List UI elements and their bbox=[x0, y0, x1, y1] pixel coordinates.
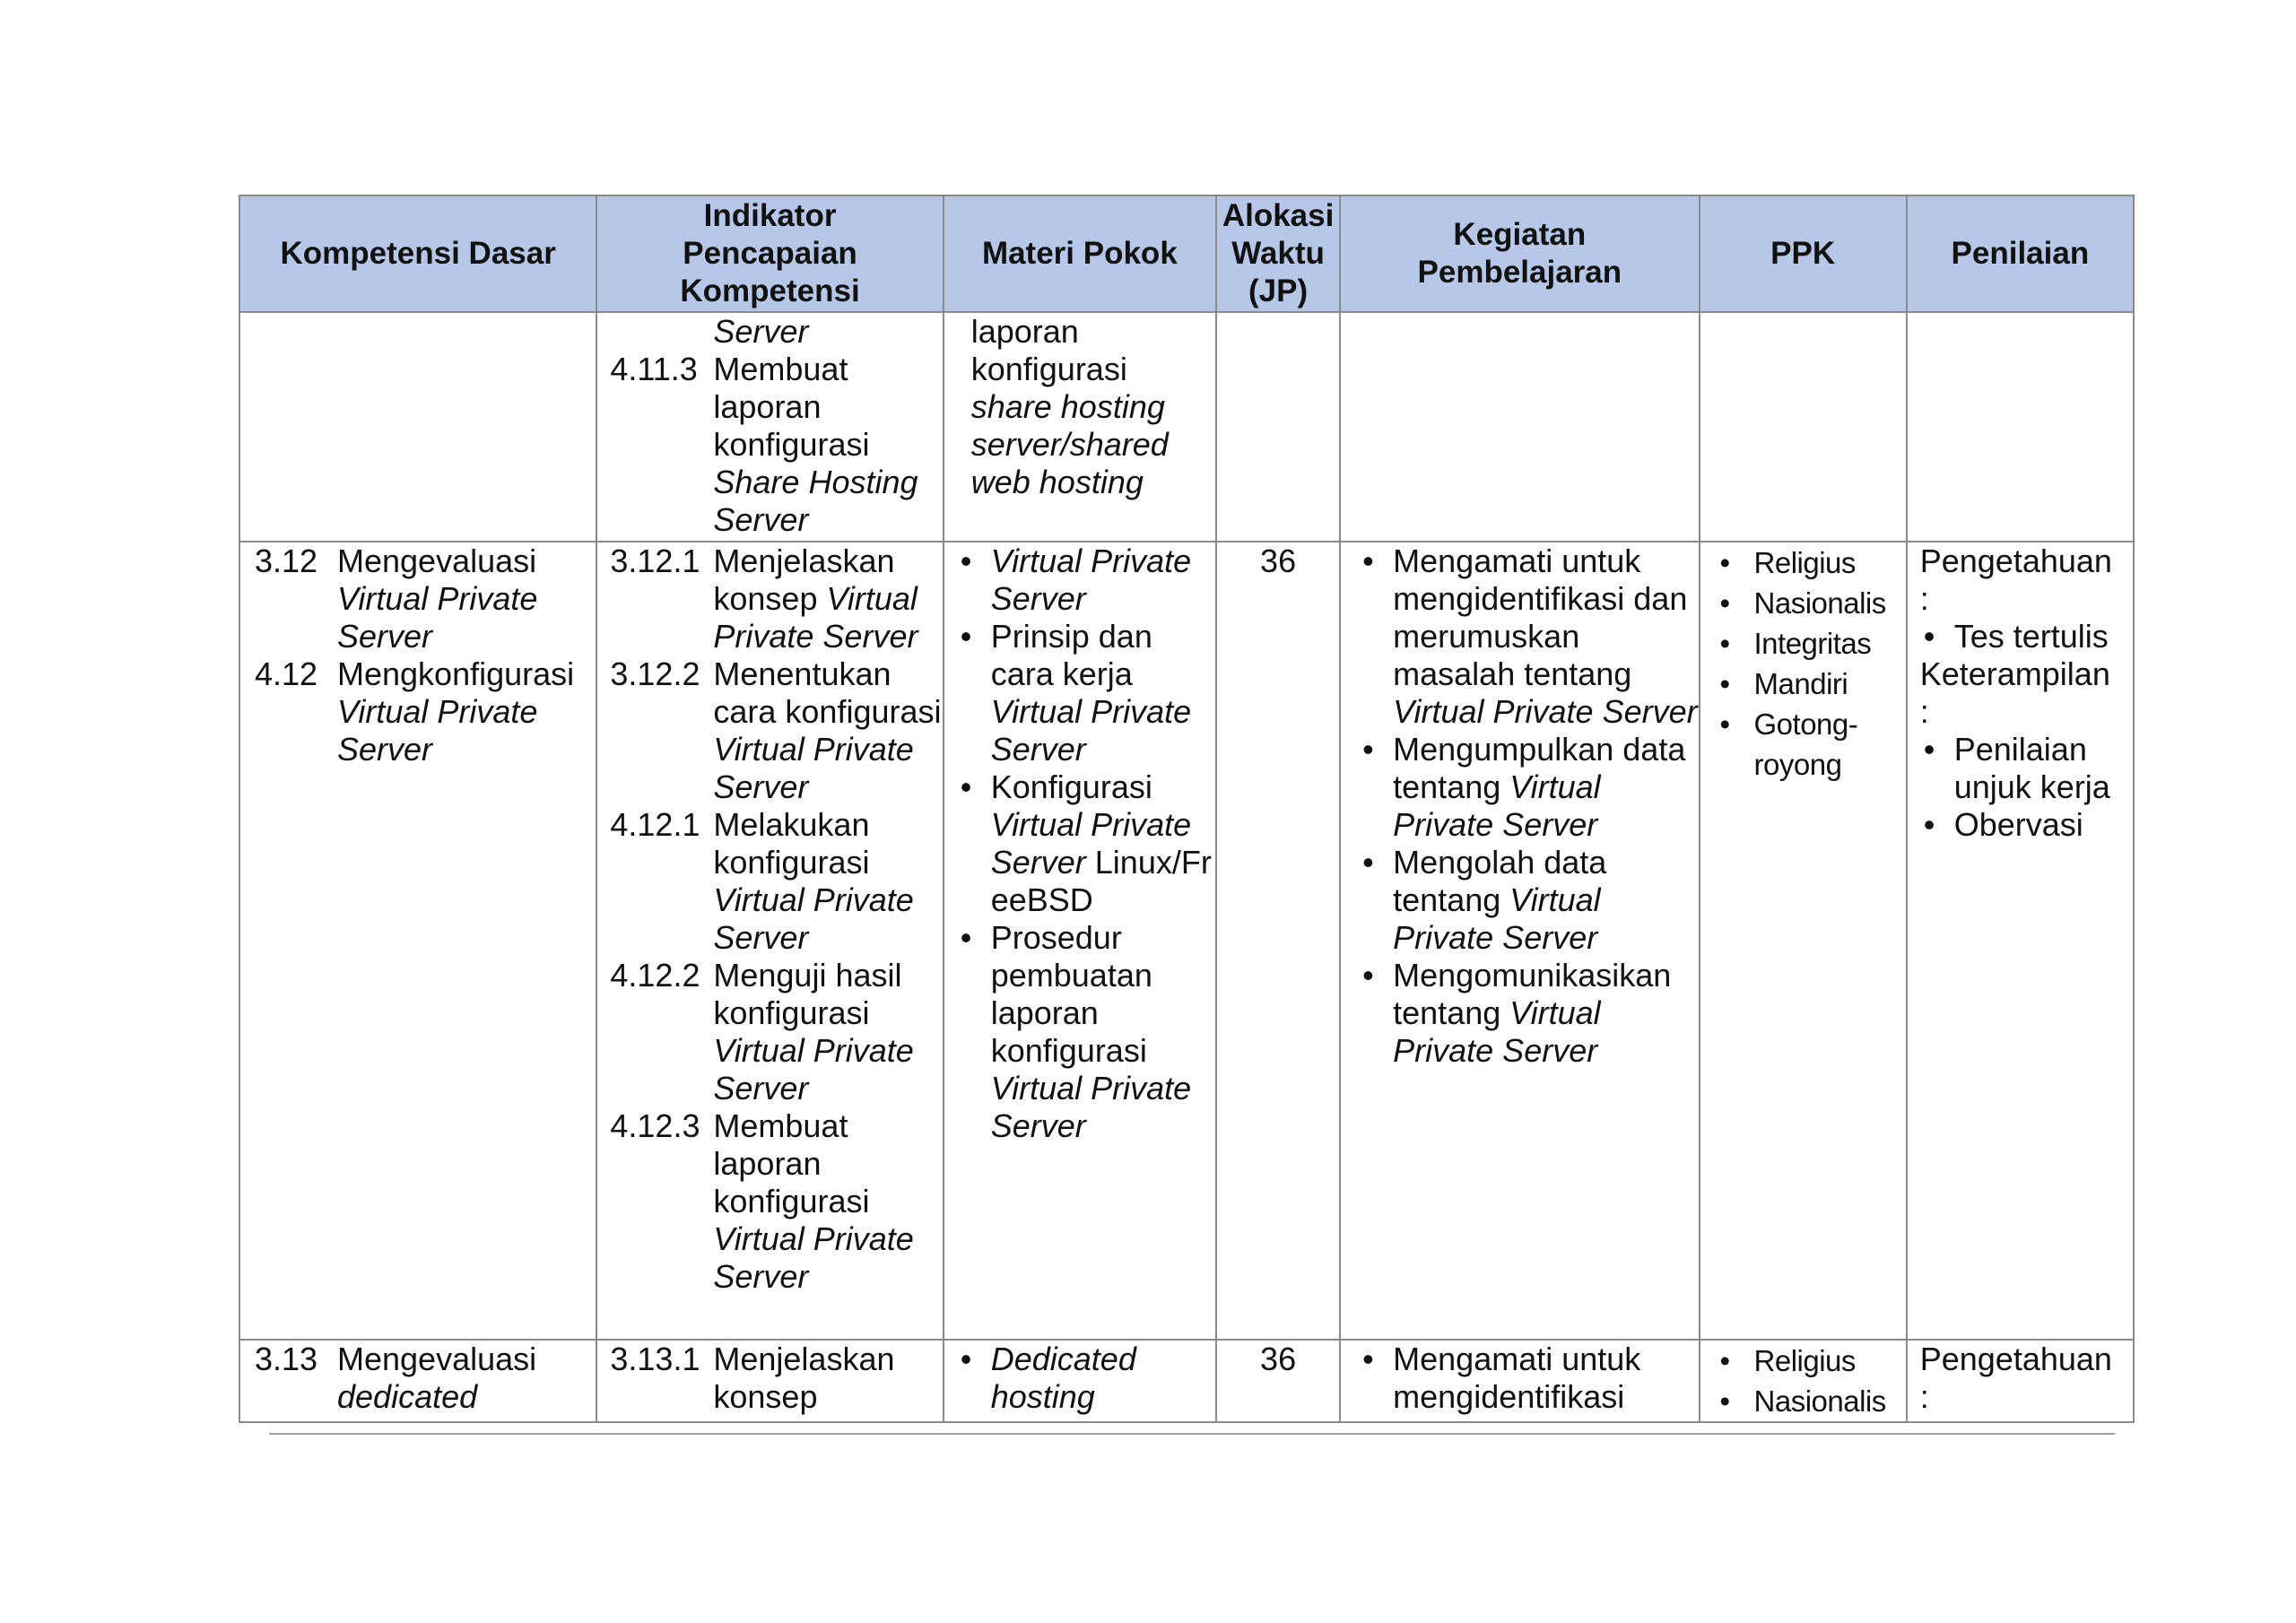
cell-kompetensi-dasar bbox=[239, 312, 596, 542]
cell-penilaian: Pengetahuan : • Tes tertulis Keterampilan : • Penilaian unjuk kerja • Obervasi bbox=[1907, 542, 2134, 1340]
cell-ppk bbox=[1700, 312, 1907, 542]
cell-kompetensi-dasar: 3.12 Mengevaluasi Virtual Private Server 4.12 Mengkonfigurasi Virtual Private Server bbox=[239, 542, 596, 1340]
ppk-item: • Religius bbox=[1717, 1341, 1906, 1381]
cell-indikator: 3.13.1 Menjelaskan konsep bbox=[596, 1340, 943, 1422]
header-kegiatan-pembelajaran: Kegiatan Pembelajaran bbox=[1340, 195, 1699, 312]
cell-materi-pokok bbox=[944, 542, 1216, 1340]
cell-alokasi-waktu: 36 bbox=[1216, 542, 1340, 1340]
kegiatan-item: • Mengomunikasikan tentang Virtual Private Server bbox=[1359, 957, 1698, 1070]
cell-ppk bbox=[1700, 1340, 1907, 1422]
penilaian-item: • Penilaian unjuk kerja bbox=[1920, 731, 2133, 806]
ppk-item: • Mandiri bbox=[1717, 664, 1906, 704]
table-row bbox=[239, 542, 2134, 1340]
materi-item: • Dedicated hosting bbox=[957, 1341, 1215, 1416]
indikator-item: 3.12.1 Menjelaskan konsep Virtual Private Server bbox=[610, 542, 918, 655]
materi-item: • Konfigurasi Virtual Private Server Linux/FreeBSD bbox=[957, 768, 1215, 919]
indikator-item: 4.12.3 Membuat laporan konfigurasi Virtual Private Server bbox=[610, 1107, 914, 1295]
cell-penilaian: Pengetahuan : bbox=[1907, 1340, 2134, 1422]
indikator-item: 4.12.2 Menguji hasil konfigurasi Virtual Private Server bbox=[610, 957, 914, 1107]
cell-indikator: Server 4.11.3 Membuat laporan konfigurasi Share Hosting Server bbox=[596, 312, 943, 542]
table-header-row bbox=[239, 195, 2134, 312]
ppk-item: • Gotong-royong bbox=[1717, 704, 1906, 785]
materi-item: • Prinsip dan cara kerja Virtual Private Server bbox=[957, 618, 1215, 768]
kegiatan-item: • Mengumpulkan data tentang Virtual Private Server bbox=[1359, 731, 1698, 844]
header-penilaian: Penilaian bbox=[1907, 195, 2134, 312]
header-indikator: Indikator Pencapaian Kompetensi bbox=[596, 195, 943, 312]
cell-ppk bbox=[1700, 542, 1907, 1340]
header-ppk: PPK bbox=[1700, 195, 1907, 312]
ppk-item: • Integritas bbox=[1717, 623, 1906, 664]
ppk-item: • Nasionalis bbox=[1717, 583, 1906, 623]
cell-kegiatan bbox=[1340, 1340, 1699, 1422]
kegiatan-item: • Mengamati untuk mengidentifikasi bbox=[1359, 1341, 1698, 1416]
ppk-item: • Religius bbox=[1717, 542, 1906, 583]
ppk-item: • Nasionalis bbox=[1717, 1381, 1906, 1421]
cell-alokasi-waktu bbox=[1216, 312, 1340, 542]
penilaian-item: • Tes tertulis bbox=[1920, 618, 2133, 655]
cell-materi-pokok bbox=[944, 1340, 1216, 1422]
materi-item: • Prosedur pembuatan laporan konfigurasi Virtual Private Server bbox=[957, 919, 1215, 1145]
cell-kegiatan bbox=[1340, 312, 1699, 542]
cell-kompetensi-dasar: 3.13 Mengevaluasi dedicated bbox=[239, 1340, 596, 1422]
header-kompetensi-dasar: Kompetensi Dasar bbox=[239, 195, 596, 312]
indikator-item: 4.12.1 Melakukan konfigurasi Virtual Private Server bbox=[610, 806, 914, 956]
cell-indikator bbox=[596, 542, 943, 1340]
header-alokasi-waktu: Alokasi Waktu (JP) bbox=[1216, 195, 1340, 312]
materi-item: • Virtual Private Server bbox=[957, 542, 1215, 618]
silabus-table bbox=[239, 195, 2135, 1423]
table-row bbox=[239, 312, 2134, 542]
kegiatan-item: • Mengolah data tentang Virtual Private Server bbox=[1359, 844, 1698, 957]
table-row bbox=[239, 1340, 2134, 1422]
cell-penilaian bbox=[1907, 312, 2134, 542]
cell-alokasi-waktu: 36 bbox=[1216, 1340, 1340, 1422]
penilaian-item: • Obervasi bbox=[1920, 806, 2133, 844]
indikator-item: 3.12.2 Menentukan cara konfigurasi Virtual Private Server bbox=[610, 655, 942, 805]
footer-divider bbox=[269, 1433, 2115, 1435]
header-materi-pokok: Materi Pokok bbox=[944, 195, 1216, 312]
cell-materi-pokok: laporan konfigurasi share hosting server/shared web hosting bbox=[944, 312, 1216, 542]
kegiatan-item: • Mengamati untuk mengidentifikasi dan merumuskan masalah tentang Virtual Private Server bbox=[1359, 542, 1698, 731]
cell-kegiatan bbox=[1340, 542, 1699, 1340]
